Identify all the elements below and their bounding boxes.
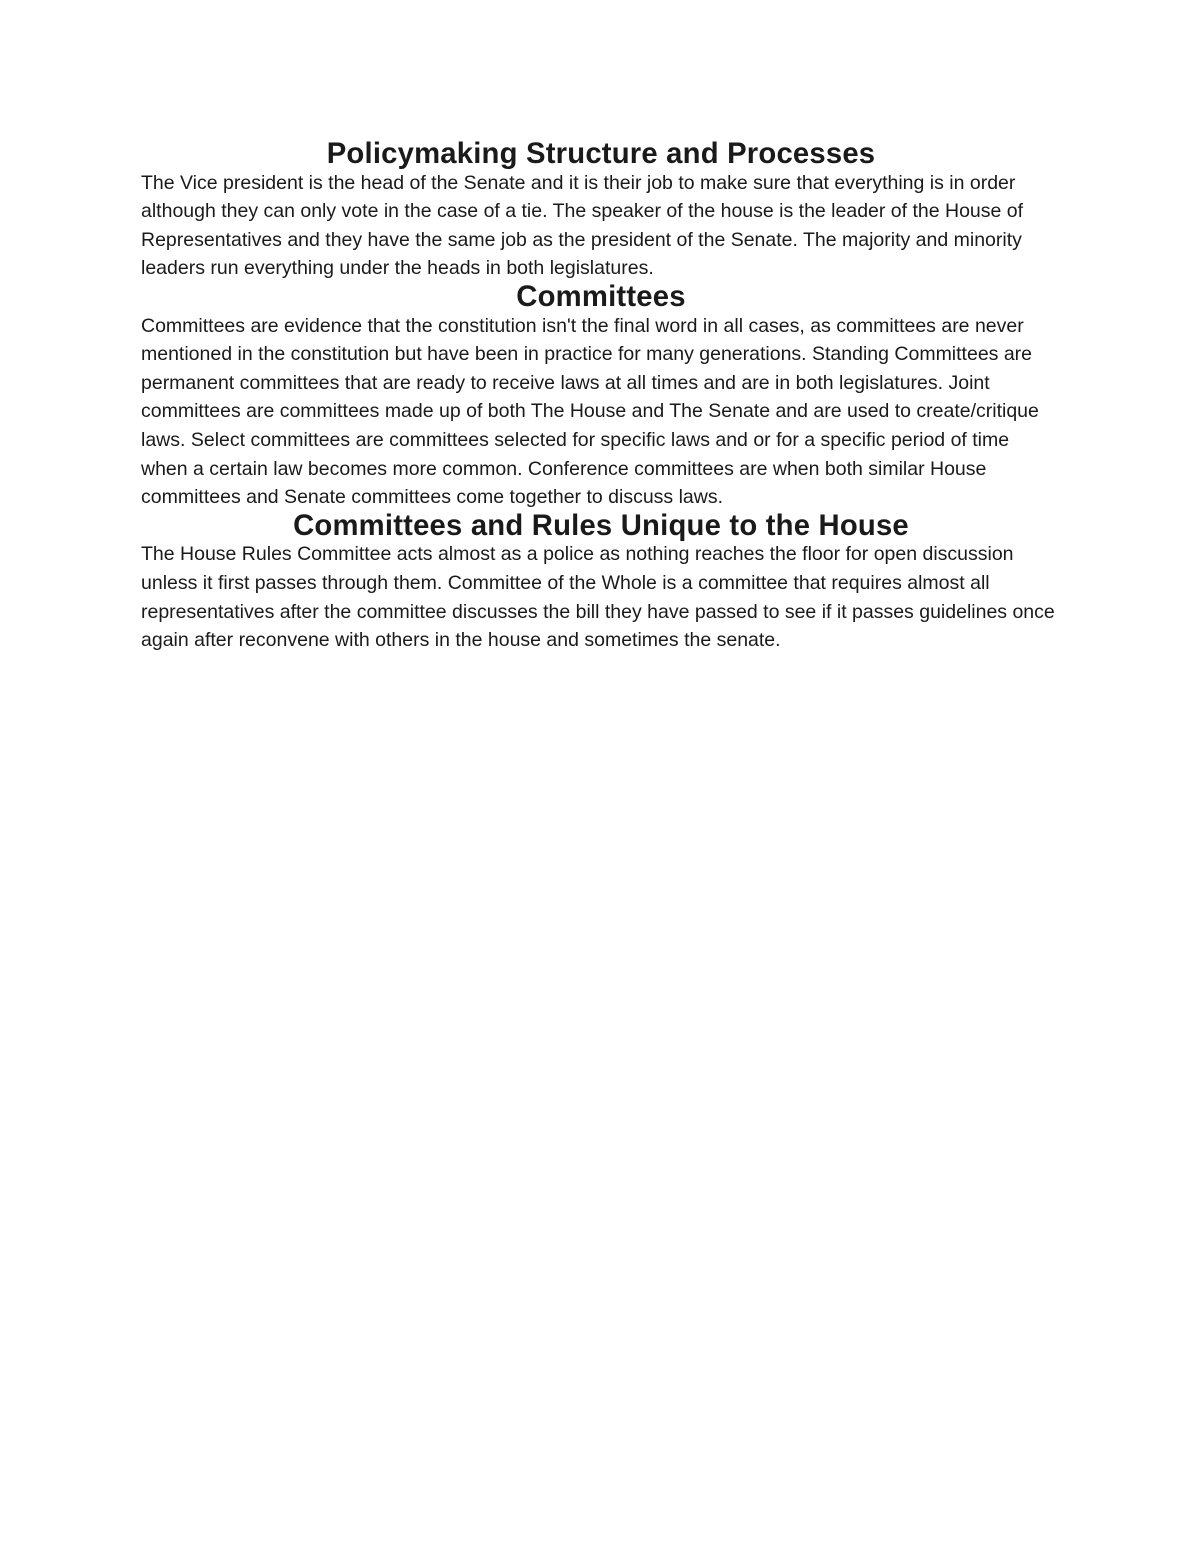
section-heading-house-rules: Committees and Rules Unique to the House (293, 509, 909, 542)
section-heading-committees: Committees (516, 280, 686, 313)
section-heading-policymaking: Policymaking Structure and Processes (326, 138, 876, 170)
section-paragraph-house-rules: The House Rules Committee acts almost as a police as nothing reaches the floor for open discussion unless it first passes through them. Committee of the Whole is a committee that requires almost all representatives after the committee discusses the bill they have passed to see if it passes guidelines once again after reconvene with others in the house and sometimes the senate. (141, 543, 1055, 652)
section-paragraph-committees: Committees are evidence that the constitution isn't the final word in all cases, as committees are never mentioned in the constitution but have been in practice for many generations. Standing Committees are permanent committees that are ready to receive laws at all times and are in both legislatures. Joint committees are committees made up of both The House and The Senate and are used to create/critique laws. Select committees are committees selected for specific laws and or for a specific period of time when a certain law becomes more common. Conference committees are when both similar House committees and Senate committees come together to discuss laws. (141, 314, 1039, 509)
document-body (141, 140, 1061, 655)
section-paragraph-policymaking: The Vice president is the head of the Senate and it is their job to make sure that everything is in order although they can only vote in the case of a tie. The speaker of the house is the leader of the House of Representatives and they have the same job as the president of the Senate. The majority and minority leaders run everything under the heads in both legislatures. (141, 171, 1024, 280)
